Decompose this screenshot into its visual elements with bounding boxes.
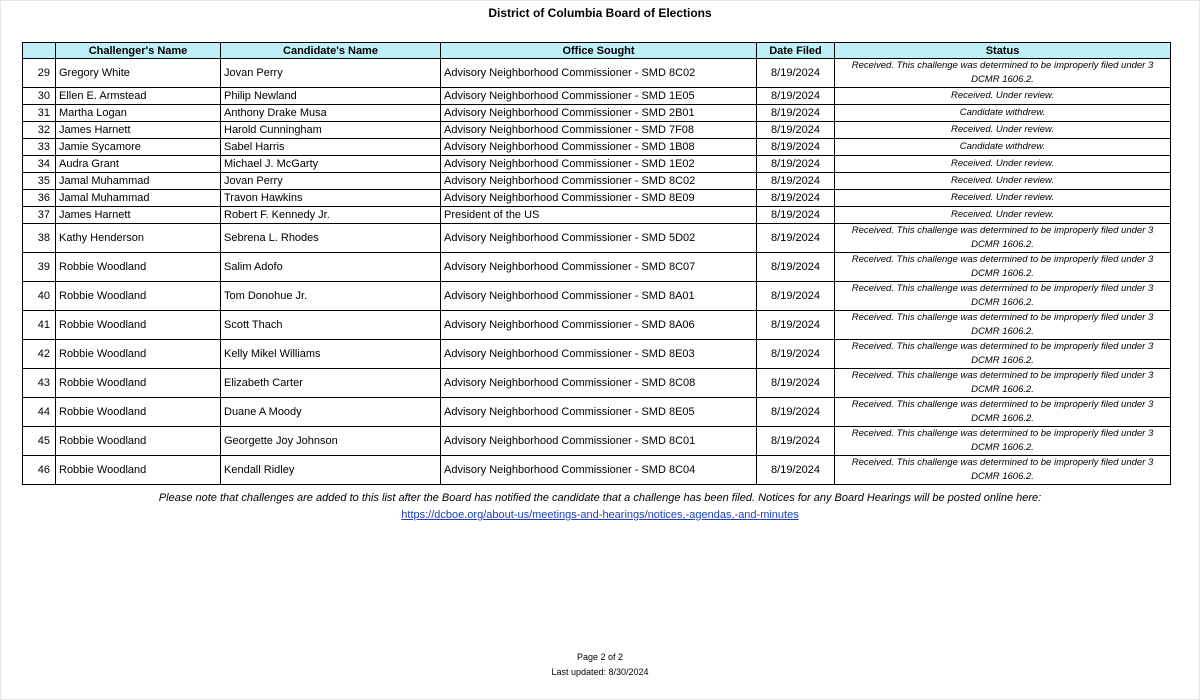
date-filed: 8/19/2024 bbox=[757, 340, 835, 369]
table-row bbox=[23, 427, 1171, 456]
challenger-name: Robbie Woodland bbox=[56, 456, 221, 485]
table-row bbox=[23, 340, 1171, 369]
table-row bbox=[23, 369, 1171, 398]
date-filed: 8/19/2024 bbox=[757, 369, 835, 398]
office-sought: Advisory Neighborhood Commissioner - SMD 1E05 bbox=[441, 88, 757, 105]
date-filed: 8/19/2024 bbox=[757, 190, 835, 207]
table-body bbox=[23, 59, 1171, 485]
office-sought: Advisory Neighborhood Commissioner - SMD 1E02 bbox=[441, 156, 757, 173]
challenges-table bbox=[22, 42, 1171, 485]
candidate-name: Philip Newland bbox=[221, 88, 441, 105]
challenger-name: James Harnett bbox=[56, 122, 221, 139]
office-sought: Advisory Neighborhood Commissioner - SMD 8C02 bbox=[441, 59, 757, 88]
candidate-name: Michael J. McGarty bbox=[221, 156, 441, 173]
office-sought: Advisory Neighborhood Commissioner - SMD 8A01 bbox=[441, 282, 757, 311]
office-sought: Advisory Neighborhood Commissioner - SMD 8A06 bbox=[441, 311, 757, 340]
row-number: 46 bbox=[23, 456, 56, 485]
status-text: Received. This challenge was determined to be improperly filed under 3 DCMR 1606.2. bbox=[835, 427, 1171, 456]
table-row bbox=[23, 282, 1171, 311]
table-row bbox=[23, 122, 1171, 139]
candidate-name: Sebrena L. Rhodes bbox=[221, 224, 441, 253]
challenger-name: Robbie Woodland bbox=[56, 340, 221, 369]
header-candidate: Candidate's Name bbox=[221, 43, 441, 59]
table-header-row bbox=[23, 43, 1171, 59]
candidate-name: Kelly Mikel Williams bbox=[221, 340, 441, 369]
table-row bbox=[23, 456, 1171, 485]
date-filed: 8/19/2024 bbox=[757, 173, 835, 190]
challenger-name: Robbie Woodland bbox=[56, 253, 221, 282]
date-filed: 8/19/2024 bbox=[757, 282, 835, 311]
office-sought: Advisory Neighborhood Commissioner - SMD 8C01 bbox=[441, 427, 757, 456]
date-filed: 8/19/2024 bbox=[757, 105, 835, 122]
notices-link[interactable]: https://dcboe.org/about-us/meetings-and-hearings/notices,-agendas,-and-minutes bbox=[401, 509, 799, 521]
row-number: 41 bbox=[23, 311, 56, 340]
status-text: Received. Under review. bbox=[835, 190, 1171, 207]
candidate-name: Jovan Perry bbox=[221, 59, 441, 88]
challenger-name: Robbie Woodland bbox=[56, 427, 221, 456]
date-filed: 8/19/2024 bbox=[757, 88, 835, 105]
office-sought: Advisory Neighborhood Commissioner - SMD 7F08 bbox=[441, 122, 757, 139]
date-filed: 8/19/2024 bbox=[757, 139, 835, 156]
table-row bbox=[23, 105, 1171, 122]
candidate-name: Elizabeth Carter bbox=[221, 369, 441, 398]
row-number: 36 bbox=[23, 190, 56, 207]
row-number: 45 bbox=[23, 427, 56, 456]
row-number: 38 bbox=[23, 224, 56, 253]
row-number: 34 bbox=[23, 156, 56, 173]
office-sought: Advisory Neighborhood Commissioner - SMD 2B01 bbox=[441, 105, 757, 122]
challenger-name: Kathy Henderson bbox=[56, 224, 221, 253]
table-row bbox=[23, 88, 1171, 105]
status-text: Received. This challenge was determined to be improperly filed under 3 DCMR 1606.2. bbox=[835, 398, 1171, 427]
office-sought: Advisory Neighborhood Commissioner - SMD 8C02 bbox=[441, 173, 757, 190]
status-text: Received. This challenge was determined to be improperly filed under 3 DCMR 1606.2. bbox=[835, 340, 1171, 369]
date-filed: 8/19/2024 bbox=[757, 253, 835, 282]
candidate-name: Anthony Drake Musa bbox=[221, 105, 441, 122]
candidate-name: Sabel Harris bbox=[221, 139, 441, 156]
table-row bbox=[23, 224, 1171, 253]
date-filed: 8/19/2024 bbox=[757, 207, 835, 224]
table-row bbox=[23, 59, 1171, 88]
candidate-name: Harold Cunningham bbox=[221, 122, 441, 139]
footnote-link-container bbox=[0, 509, 1200, 521]
date-filed: 8/19/2024 bbox=[757, 398, 835, 427]
date-filed: 8/19/2024 bbox=[757, 59, 835, 88]
challenger-name: Gregory White bbox=[56, 59, 221, 88]
status-text: Received. This challenge was determined to be improperly filed under 3 DCMR 1606.2. bbox=[835, 311, 1171, 340]
candidate-name: Kendall Ridley bbox=[221, 456, 441, 485]
status-text: Received. This challenge was determined to be improperly filed under 3 DCMR 1606.2. bbox=[835, 456, 1171, 485]
status-text: Received. Under review. bbox=[835, 88, 1171, 105]
status-text: Candidate withdrew. bbox=[835, 105, 1171, 122]
table-row bbox=[23, 173, 1171, 190]
challenger-name: Jamal Muhammad bbox=[56, 190, 221, 207]
office-sought: Advisory Neighborhood Commissioner - SMD 8E09 bbox=[441, 190, 757, 207]
date-filed: 8/19/2024 bbox=[757, 311, 835, 340]
challenger-name: Martha Logan bbox=[56, 105, 221, 122]
status-text: Received. This challenge was determined to be improperly filed under 3 DCMR 1606.2. bbox=[835, 224, 1171, 253]
candidate-name: Salim Adofo bbox=[221, 253, 441, 282]
office-sought: Advisory Neighborhood Commissioner - SMD 8E03 bbox=[441, 340, 757, 369]
challenger-name: Jamie Sycamore bbox=[56, 139, 221, 156]
row-number: 42 bbox=[23, 340, 56, 369]
row-number: 39 bbox=[23, 253, 56, 282]
status-text: Received. Under review. bbox=[835, 207, 1171, 224]
page-number: Page 2 of 2 bbox=[576, 652, 624, 662]
status-text: Received. Under review. bbox=[835, 173, 1171, 190]
challenger-name: Jamal Muhammad bbox=[56, 173, 221, 190]
row-number: 35 bbox=[23, 173, 56, 190]
table-row bbox=[23, 190, 1171, 207]
candidate-name: Georgette Joy Johnson bbox=[221, 427, 441, 456]
status-text: Received. This challenge was determined to be improperly filed under 3 DCMR 1606.2. bbox=[835, 59, 1171, 88]
date-filed: 8/19/2024 bbox=[757, 224, 835, 253]
row-number: 40 bbox=[23, 282, 56, 311]
row-number: 33 bbox=[23, 139, 56, 156]
date-filed: 8/19/2024 bbox=[757, 122, 835, 139]
table-row bbox=[23, 311, 1171, 340]
header-number bbox=[23, 43, 56, 59]
candidate-name: Duane A Moody bbox=[221, 398, 441, 427]
table-row bbox=[23, 253, 1171, 282]
challenger-name: Robbie Woodland bbox=[56, 369, 221, 398]
status-text: Received. This challenge was determined to be improperly filed under 3 DCMR 1606.2. bbox=[835, 369, 1171, 398]
office-sought: President of the US bbox=[441, 207, 757, 224]
table-row bbox=[23, 139, 1171, 156]
footnote-text: Please note that challenges are added to this list after the Board has notified the candidate that a challenge has been filed. Notices for any Board Hearings will be posted online here: bbox=[158, 492, 1042, 504]
row-number: 32 bbox=[23, 122, 56, 139]
office-sought: Advisory Neighborhood Commissioner - SMD 8C04 bbox=[441, 456, 757, 485]
row-number: 37 bbox=[23, 207, 56, 224]
candidate-name: Robert F. Kennedy Jr. bbox=[221, 207, 441, 224]
office-sought: Advisory Neighborhood Commissioner - SMD 8C08 bbox=[441, 369, 757, 398]
challenger-name: Robbie Woodland bbox=[56, 311, 221, 340]
status-text: Received. This challenge was determined to be improperly filed under 3 DCMR 1606.2. bbox=[835, 253, 1171, 282]
candidate-name: Tom Donohue Jr. bbox=[221, 282, 441, 311]
office-sought: Advisory Neighborhood Commissioner - SMD 1B08 bbox=[441, 139, 757, 156]
table-row bbox=[23, 156, 1171, 173]
date-filed: 8/19/2024 bbox=[757, 456, 835, 485]
office-sought: Advisory Neighborhood Commissioner - SMD 5D02 bbox=[441, 224, 757, 253]
status-text: Candidate withdrew. bbox=[835, 139, 1171, 156]
header-status: Status bbox=[835, 43, 1171, 59]
status-text: Received. This challenge was determined to be improperly filed under 3 DCMR 1606.2. bbox=[835, 282, 1171, 311]
status-text: Received. Under review. bbox=[835, 122, 1171, 139]
challenger-name: Ellen E. Armstead bbox=[56, 88, 221, 105]
challenger-name: Robbie Woodland bbox=[56, 398, 221, 427]
candidate-name: Scott Thach bbox=[221, 311, 441, 340]
status-text: Received. Under review. bbox=[835, 156, 1171, 173]
challenger-name: Audra Grant bbox=[56, 156, 221, 173]
header-challenger: Challenger's Name bbox=[56, 43, 221, 59]
row-number: 31 bbox=[23, 105, 56, 122]
date-filed: 8/19/2024 bbox=[757, 427, 835, 456]
table-row bbox=[23, 398, 1171, 427]
candidate-name: Jovan Perry bbox=[221, 173, 441, 190]
date-filed: 8/19/2024 bbox=[757, 156, 835, 173]
office-sought: Advisory Neighborhood Commissioner - SMD 8C07 bbox=[441, 253, 757, 282]
document-title: District of Columbia Board of Elections bbox=[488, 6, 712, 20]
candidate-name: Travon Hawkins bbox=[221, 190, 441, 207]
header-date-filed: Date Filed bbox=[757, 43, 835, 59]
last-updated: Last updated: 8/30/2024 bbox=[551, 667, 649, 677]
row-number: 30 bbox=[23, 88, 56, 105]
row-number: 43 bbox=[23, 369, 56, 398]
table-row bbox=[23, 207, 1171, 224]
office-sought: Advisory Neighborhood Commissioner - SMD 8E05 bbox=[441, 398, 757, 427]
challenger-name: James Harnett bbox=[56, 207, 221, 224]
row-number: 29 bbox=[23, 59, 56, 88]
row-number: 44 bbox=[23, 398, 56, 427]
header-office: Office Sought bbox=[441, 43, 757, 59]
challenger-name: Robbie Woodland bbox=[56, 282, 221, 311]
